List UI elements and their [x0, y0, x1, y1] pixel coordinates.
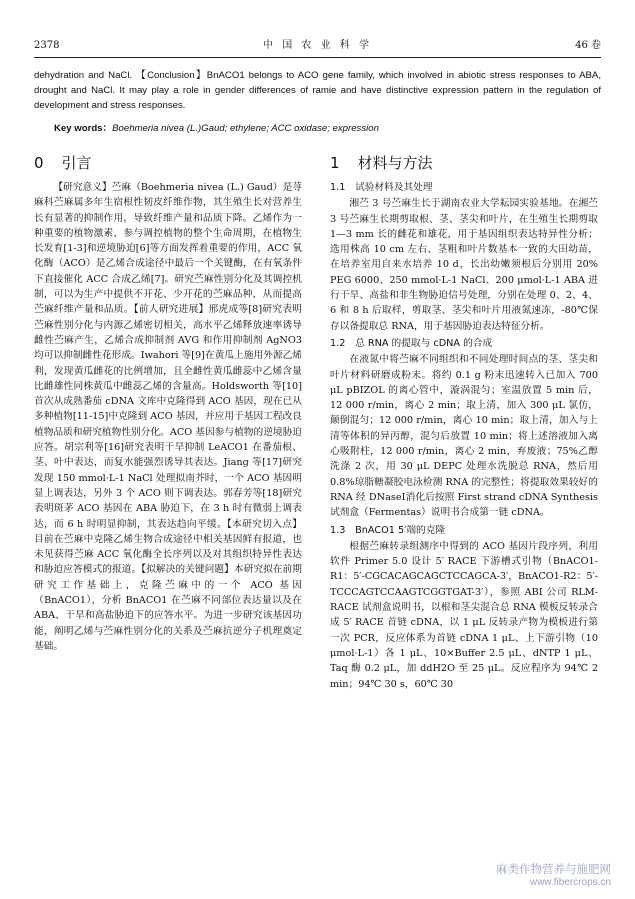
paragraph-1-3: 根据苎麻转录组测序中得到的 ACO 基因片段序列，利用软件 Primer 5.0 设计 5′ RACE 下游槽式引物（BnACO1-R1：5′-CGCACAGCAGCTCCAGCA-3′，BnACO1-R2：5′-TCCCAGTCCAAGTCGGTGAT-3′），参照 ABI 公司 RLM-RACE 试剂盒说明书，以根和茎尖混合总 RNA 模板反转录合成 5′ RACE 首链 cDNA，以 1 μL 反转录产物为模板进行第一次 PCR，反应体系为首链 cDNA 1 μL、上下游引物（10 μmol·L-1）各 1 μL、10×Buffer 2.5 μL、dNTP 1 μL、Taq 酶 0.2 μL，加 ddH2O 至 25 μL。反应程序为 94℃ 2 min；94℃ 30 s，60℃ 30 [330, 540, 598, 690]
keywords-text: Boehmeria nivea (L.)Gaud; ethylene; ACC oxidase; expression [112, 123, 379, 134]
header-rule [34, 57, 601, 58]
subsection-heading-1-3: 1.3 BnACO1 5′端的克隆 [330, 524, 446, 536]
page-number: 2378 [34, 40, 60, 51]
left-column [34, 152, 302, 654]
section-title: 材料与方法 [357, 154, 433, 172]
paragraph-1-2: 在液氮中将苎麻不同组织和不同处理时间点的茎、茎尖和叶片材料研磨成粉末。将约 0.1 g 粉末迅速转入已加入 700 μL pBIZOL 的离心管中，漩涡混匀；室温放置 5 min 后，12 000 r/min，离心 2 min；取上清，加入 300 μL 氯仿，颠倒混匀；12 000 r/min，离心 10 min；取上清，加入与上清等体积的异丙醇，混匀后放置 10 min；将上述溶液加入离心吸附柱，12 000 r/min，离心 2 min，弃废液；75%乙醇洗涤 2 次，用 30 μL DEPC 处理水洗脱总 RNA，然后用 0.8%琼脂糖凝胶电泳检测 RNA 的完整性；将提取效果较好的 RNA 经 DNaseⅠ消化后按照 First strand cDNA Synthesis 试剂盒（Fermentas）说明书合成第一链 cDNA。 [330, 354, 598, 519]
keywords-label: Key words： [54, 123, 113, 134]
intro-paragraph: 【研究意义】苎麻（Boehmeria nivea (L.) Gaud）是荨麻科苎麻属多年生宿根性韧皮纤维作物，其生殖生长对营养生长有显著的抑制作用，导致纤维产量和品质下降。乙烯作为一种重要的植物激素，参与调控植物的整个生命周期，在植物生长发育[1-3]和逆境胁迫[6]等方面发挥着重要的作用，ACC 氧化酶（ACO）是乙烯合成途径中最后一个关键酶，在有氧条件下直接催化 ACC 合成乙烯[7]。研究苎麻性别分化及其调控机制，可以为生产中提供不开花、少开花的苎麻品种，从而提高苎麻纤维产量和品质。【前人研究进展】邢虎成等[8]研究表明苎麻性别分化与内源乙烯密切相关，高水平乙烯释放速率诱导雌性苎麻产生，乙烯合成抑制剂 AVG 和作用抑制剂 AgNO3 均可以抑制雌性花形成。Iwahori 等[9]在黄瓜上施用外源乙烯利，发现黄瓜雌花的比例增加，且全雌性黄瓜雌蕊中乙烯含量比雌雄性同株黄瓜中雌蕊乙烯的含量高。Holdsworth 等[10]首次从成熟番茄 cDNA 文库中克隆得到 ACO 基因，现在已从多种植物[11-15]中克隆到 ACO 基因，并应用于基因工程改良植物品质和研究植物性别分化。ACO 基因参与植物的逆境胁迫应答。胡宗利等[16]研究表明干旱抑制 LeACO1 在番茄根、茎、叶中表达，而复水能强烈诱导其表达。Jiang 等[17]研究发现 150 mmol·L-1 NaCl 处理拟南芥时，一个 ACO 基因明显上调表达，另外 3 个 ACO 则下调表达。郭春芳等[18]研究表明斑茅 ACO 基因在 ABA 胁迫下，在 3 h 时有微弱上调表达，而 6 h 时明显抑制，其表达趋向平缓。【本研究切入点】目前在苎麻中克隆乙烯生物合成途径中相关基因鲜有报道，也未见获得苎麻 ACC 氧化酶全长序列以及对其组织特异性表达和胁迫应答模式的报道。【拟解决的关键问题】本研究拟在前期研究工作基础上，克隆苎麻中的一个 ACO 基因（BnACO1），分析 BnACO1 在苎麻不同部位表达量以及在 ABA、干旱和高盐胁迫下的应答水平。为进一步研究该基因功能，阐明乙烯与苎麻性别分化的关系及苎麻抗逆分子机理奠定基础。 [34, 182, 302, 652]
paragraph-1-1: 湘苎 3 号苎麻生长于湖南农业大学耘园实验基地。在湘苎 3 号苎麻生长期剪取根、茎、茎尖和叶片，在生殖生长期剪取 1—3 mm 长的雌花和雄花，用于基因组织表达特异性分析；选用株高 10 cm 左右、茎粗和叶片数基本一致的大田幼苗，在培养室用自来水培养 10 d，长出幼嫩须根后分别用 20% PEG 6000、250 mmol·L-1 NaCl、200 μmol·L-1 ABA 进行干旱、高盐和非生物胁迫信号处理，分别在处理 0、2、4、6 和 8 h 后取样，剪取茎、茎尖和叶片用液氮速冻，-80℃保存以备提取总 RNA，用于基因胁迫表达特征分析。 [330, 198, 598, 332]
volume-label: 46 卷 [575, 40, 601, 51]
journal-title: 中 国 农 业 科 学 [263, 40, 372, 51]
watermark-name: 麻类作物营养与施肥网 [496, 864, 611, 876]
section-number: 1 [330, 154, 340, 172]
watermark [496, 863, 611, 889]
keywords [54, 121, 601, 136]
watermark-url: www.fibercrops.cn [529, 877, 611, 888]
section-heading-intro [34, 152, 302, 174]
running-header [34, 38, 601, 54]
subsection-heading-1-2: 1.2 总 RNA 的提取与 cDNA 的合成 [330, 337, 493, 349]
section-title: 引言 [61, 154, 92, 172]
abstract-tail: dehydration and NaCl. 【Conclusion】BnACO1 belongs to ACO gene family, which involved in abiotic stress responses to ABA, drought and NaCl. It may play a role in gender differences of ramie and have distinctive expression pattern in the regulation of development and stress responses. [34, 70, 601, 111]
right-column [330, 152, 598, 692]
subsection-heading-1-1: 1.1 试验材料及其处理 [330, 182, 433, 193]
section-heading-methods [330, 152, 598, 174]
section-number: 0 [34, 154, 44, 172]
